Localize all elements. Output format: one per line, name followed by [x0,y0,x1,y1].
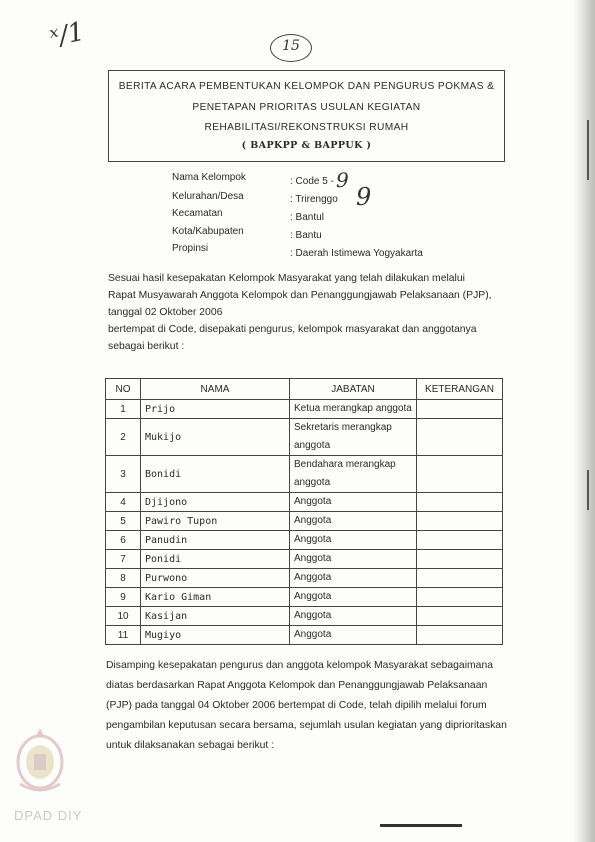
cell-nama: Prijo [141,400,290,419]
cell-nama: Panudin [141,531,290,550]
corner-handwritten-mark: ˣ/1 [47,16,88,54]
cell-jabatan: Anggota [290,531,417,550]
field-label-kecamatan: Kecamatan [172,208,223,219]
cell-keterangan [417,531,503,550]
header-jabatan: JABATAN [290,379,417,400]
cell-jabatan: Anggota [290,607,417,626]
cell-jabatan: Anggota [290,588,417,607]
field-value-propinsi: : Daerah Istimewa Yogyakarta [290,248,423,259]
field-value-kota: : Bantu [290,230,322,241]
cell-keterangan [417,607,503,626]
table-row [106,569,503,588]
table-row [106,512,503,531]
table-row [106,588,503,607]
cell-keterangan [417,588,503,607]
cell-jabatan: Ketua merangkap anggota [290,400,417,419]
cell-keterangan [417,456,503,493]
cell-keterangan [417,400,503,419]
intro-line-4: bertempat di Code, disepakati pengurus, kelompok masyarakat dan anggotanya [108,324,477,335]
cell-nama: Mugiyo [141,626,290,645]
cell-nama: Ponidi [141,550,290,569]
intro-line-5: sebagai berikut : [108,341,185,352]
closing-line-4: pengambilan keputusan secara bersama, sejumlah usulan kegiatan yang diprioritaskan [106,720,507,731]
header-no: NO [106,379,141,400]
closing-paragraph [106,656,511,756]
handwritten-number-2: 9 [356,183,372,211]
cell-nama: Kario Giman [141,588,290,607]
table-row [106,493,503,512]
cell-no: 8 [106,569,141,588]
field-value-nama-kelompok: : Code 5 - [290,176,334,187]
field-value-kecamatan: : Bantul [290,212,324,223]
cell-no: 6 [106,531,141,550]
table-header-row [106,379,503,400]
cell-jabatan: Bendahara merangkap anggota [290,456,417,493]
intro-line-1: Sesuai hasil kesepakatan Kelompok Masyarakat yang telah dilakukan melalui [108,273,465,284]
cell-keterangan [417,626,503,645]
table-row [106,400,503,419]
table-row [106,419,503,456]
field-value-kelurahan: : Trirenggo [290,194,338,205]
cell-keterangan [417,550,503,569]
intro-paragraph [108,270,508,355]
cell-keterangan [417,569,503,588]
cell-jabatan: Anggota [290,550,417,569]
cell-keterangan [417,493,503,512]
closing-line-3: (PJP) pada tanggal 04 Oktober 2006 bertempat di Code, telah dipilih melalui forum [106,700,487,711]
field-label-kota: Kota/Kabupaten [172,226,244,237]
cell-keterangan [417,419,503,456]
page-number: 15 [282,38,300,54]
intro-line-2: Rapat Musyawarah Anggota Kelompok dan Penanggungjawab Pelaksanaan (PJP), [108,290,492,301]
cell-jabatan: Anggota [290,512,417,531]
cell-jabatan: Anggota [290,493,417,512]
cell-nama: Kasijan [141,607,290,626]
cell-nama: Bonidi [141,456,290,493]
archive-seal-icon [14,724,66,796]
cell-nama: Djijono [141,493,290,512]
table-row [106,531,503,550]
intro-line-3: tanggal 02 Oktober 2006 [108,307,223,318]
title-line-2: PENETAPAN PRIORITAS USULAN KEGIATAN [192,102,421,113]
scan-edge [573,0,595,842]
cell-no: 9 [106,588,141,607]
closing-line-5: untuk dilaksanakan sebagai berikut : [106,740,275,751]
cell-no: 7 [106,550,141,569]
title-line-3: REHABILITASI/REKONSTRUKSI RUMAH [204,122,409,133]
cell-no: 2 [106,419,141,456]
scan-edge-mark [587,470,589,510]
header-keterangan: KETERANGAN [417,379,503,400]
cell-no: 4 [106,493,141,512]
cell-nama: Pawiro Tupon [141,512,290,531]
field-label-propinsi: Propinsi [172,243,209,254]
watermark-text: DPAD DIY [14,808,83,823]
table-row [106,626,503,645]
cell-jabatan: Anggota [290,626,417,645]
cell-keterangan [417,512,503,531]
handwritten-group-number: 9 [336,168,349,192]
cell-jabatan: Sekretaris merangkap anggota [290,419,417,456]
cell-no: 10 [106,607,141,626]
field-label-nama-kelompok: Nama Kelompok [172,172,246,183]
cell-no: 1 [106,400,141,419]
cell-no: 11 [106,626,141,645]
table-row [106,456,503,493]
header-nama: NAMA [141,379,290,400]
page-number-circle [270,34,312,62]
scan-edge-mark [587,120,589,180]
cell-nama: Mukijo [141,419,290,456]
title-line-4: ( BAPKPP & BAPPUK ) [241,140,372,151]
closing-line-2: diatas berdasarkan Rapat Anggota Kelompok dan Penanggungjawab Pelaksanaan [106,680,488,691]
cell-no: 5 [106,512,141,531]
cell-nama: Purwono [141,569,290,588]
members-table [105,378,503,645]
title-line-1: BERITA ACARA PEMBENTUKAN KELOMPOK DAN PENGURUS POKMAS & [118,81,495,92]
bottom-stamp-line [380,824,462,827]
cell-jabatan: Anggota [290,569,417,588]
table-row [106,607,503,626]
title-box [108,70,505,162]
table-row [106,550,503,569]
cell-no: 3 [106,456,141,493]
closing-line-1: Disamping kesepakatan pengurus dan anggota kelompok Masyarakat sebagaimana [106,660,494,671]
field-label-kelurahan: Kelurahan/Desa [172,191,244,202]
